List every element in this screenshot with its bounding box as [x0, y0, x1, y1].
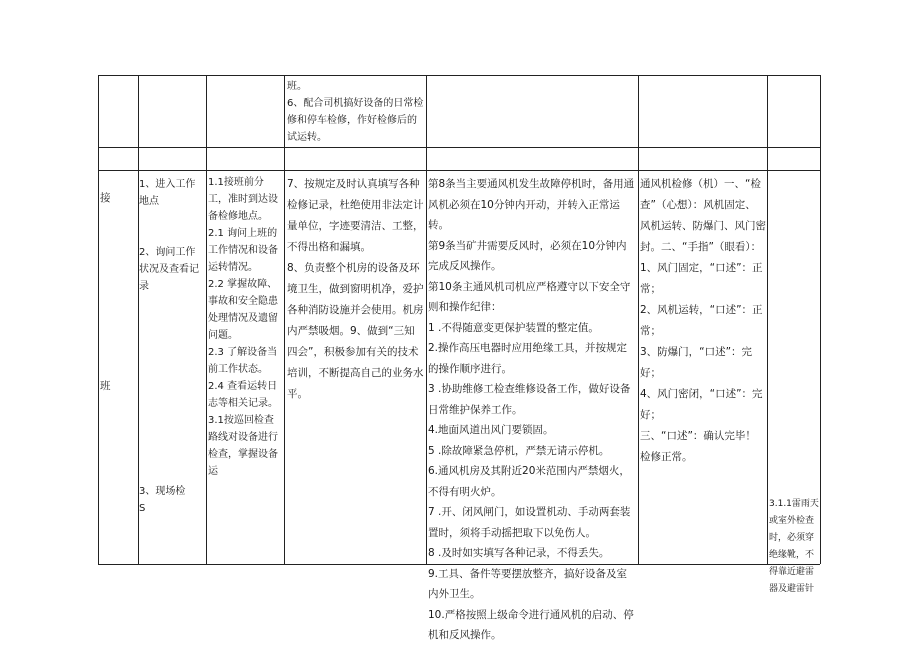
safety-note-cell: 3.1.1雷雨天或室外检查时，必须穿绝缘靴，不得靠近避雷器及避雷针: [769, 499, 819, 594]
duty-cell-continued: 班。 6、配合司机搞好设备的日常检修和停车检修，作好检修后的试运转。: [287, 81, 424, 143]
step-1: 1、进入工作地点: [139, 179, 196, 207]
table-col-rule: [206, 75, 207, 564]
work-content-cell: 1.1接班前分工，准时到达设备检修地点。 2.1 询问上班的工作情况和设备运转情况。 2.2 掌握故障、事故和安全隐患处理情况及遗留问题。 2.3 了解设备当前工作状态。 2.4 查看运转日志等相关记录。 3.1按巡回检查路线对设备进行检查，掌握设备运: [208, 177, 278, 477]
stage-label-bottom: 班: [100, 380, 111, 392]
table-col-rule: [98, 75, 99, 564]
regulation-cell: 第8条当主要通风机发生故障停机时，备用通风机必须在10分钟内开动，并转入正常运转。 第9条当矿井需要反风时，必须在10分钟内完成反风操作。 第10条主通风机司机应严格遵守以下安全守则和操作纪律： 1 .不得随意变更保护装置的整定值。 2.操作高压电器时应用绝缘工具，并按规定的操作顺序进行。 3 .协助维修工检查维修设备工作，做好设备日常维护保养工作。 4.地面风道出风门要锁固。 5 .除故障紧急停机，严禁无请示停机。 6.通风机房及其附近20米范围内严禁烟火，不得有明火炉。 7 .开、闭风闸门，如设置机动、手动两套装置时，须将手动摇把取下以免伤人。 8 .及时如实填写各种记录，不得丢失。 9.工具、备件等要摆放整齐，搞好设备及室内外卫生。 10.严格按照上级命令进行通风机的启动、停机和反风操作。: [428, 178, 635, 641]
table-col-rule: [638, 75, 639, 564]
duty-cell: 7、按规定及时认真填写各种检修记录，杜绝使用非法定计量单位，字迹要清洁、工整，不得出格和漏填。 8、负责整个机房的设备及环境卫生，做到窗明机净，爱护各种消防设施并会使用。机房内严禁吸烟。9、做到“三知四会”，积极参加有关的技术培训，不断提高自己的业务水平。: [287, 178, 424, 400]
table-col-rule: [284, 75, 285, 564]
table-col-rule: [767, 75, 768, 564]
stage-label-top: 接: [100, 192, 111, 204]
step-3: 3、现场检: [139, 486, 186, 497]
table-col-rule: [820, 75, 821, 564]
table-col-rule: [426, 75, 427, 564]
step-2: 2、询问工作状况及查看记录: [139, 247, 199, 292]
step-3-suffix: S: [139, 503, 146, 514]
inspection-method-cell: 通风机检修（机）一、“检查”（心想）：风机固定、风机运转、防爆门、风门密封。二、“手指”（眼看）：1、风门固定，“口述”：正常； 2、风机运转，“口述”：正常； 3、防爆门，“口述”：完好； 4、风门密闭，“口述”：完好； 三、“口述”：确认完毕！检修正常。: [640, 178, 766, 463]
